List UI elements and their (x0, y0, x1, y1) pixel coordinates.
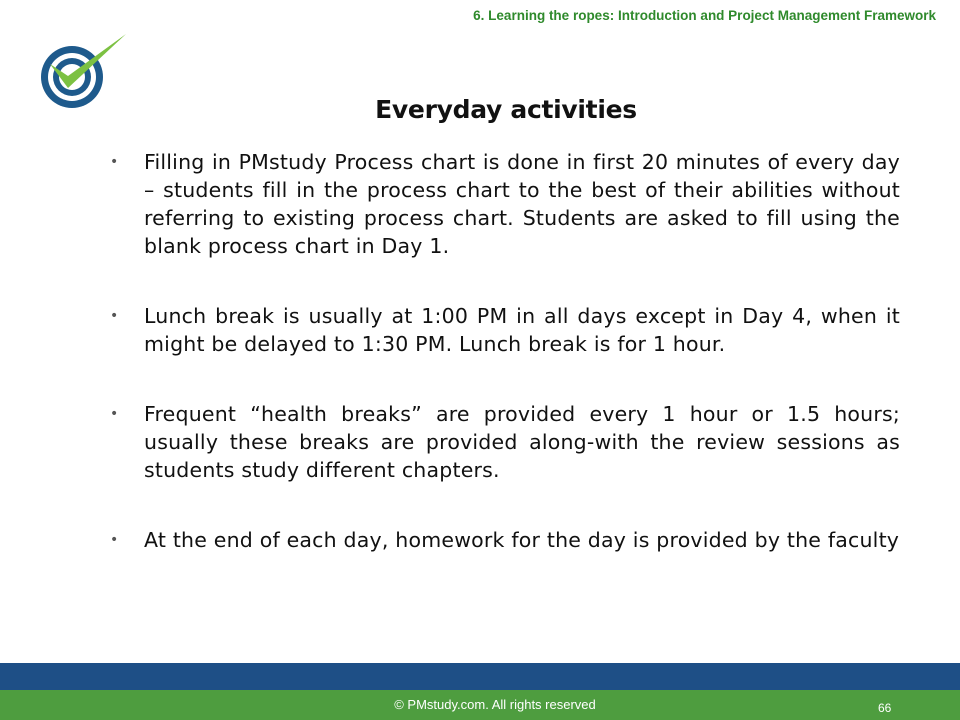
bullet-text: Lunch break is usually at 1:00 PM in all days except in Day 4, when it might be delayed to 1:30 PM. Lunch break is for 1 hour. (144, 304, 900, 356)
bullet-item (110, 302, 900, 358)
copyright-notice: © PMstudy.com. All rights reserved (394, 697, 596, 712)
bullet-item (110, 400, 900, 484)
bullet-dot-icon: • (110, 406, 119, 422)
bullet-dot-icon: • (110, 532, 119, 548)
bullet-item (110, 148, 900, 260)
bullet-item (110, 526, 900, 554)
bullet-dot-icon: • (110, 308, 119, 324)
bullet-text: Filling in PMstudy Process chart is done in first 20 minutes of every day – students fill in the process chart to the best of their abilities without referring to existing process chart. Students are asked to fill using the blank process chart in Day 1. (144, 150, 900, 258)
page-number: 66 (878, 701, 892, 715)
slide-title: Everyday activities (375, 95, 637, 124)
footer-blue-band (0, 663, 960, 690)
bullet-dot-icon: • (110, 154, 119, 170)
bullet-text: Frequent “health breaks” are provided every 1 hour or 1.5 hours; usually these breaks are provided along-with the review sessions as students study different chapters. (144, 402, 900, 482)
bullet-text: At the end of each day, homework for the day is provided by the faculty (144, 528, 900, 552)
bullet-list (110, 148, 900, 596)
section-title: 6. Learning the ropes: Introduction and Project Management Framework (473, 8, 936, 23)
